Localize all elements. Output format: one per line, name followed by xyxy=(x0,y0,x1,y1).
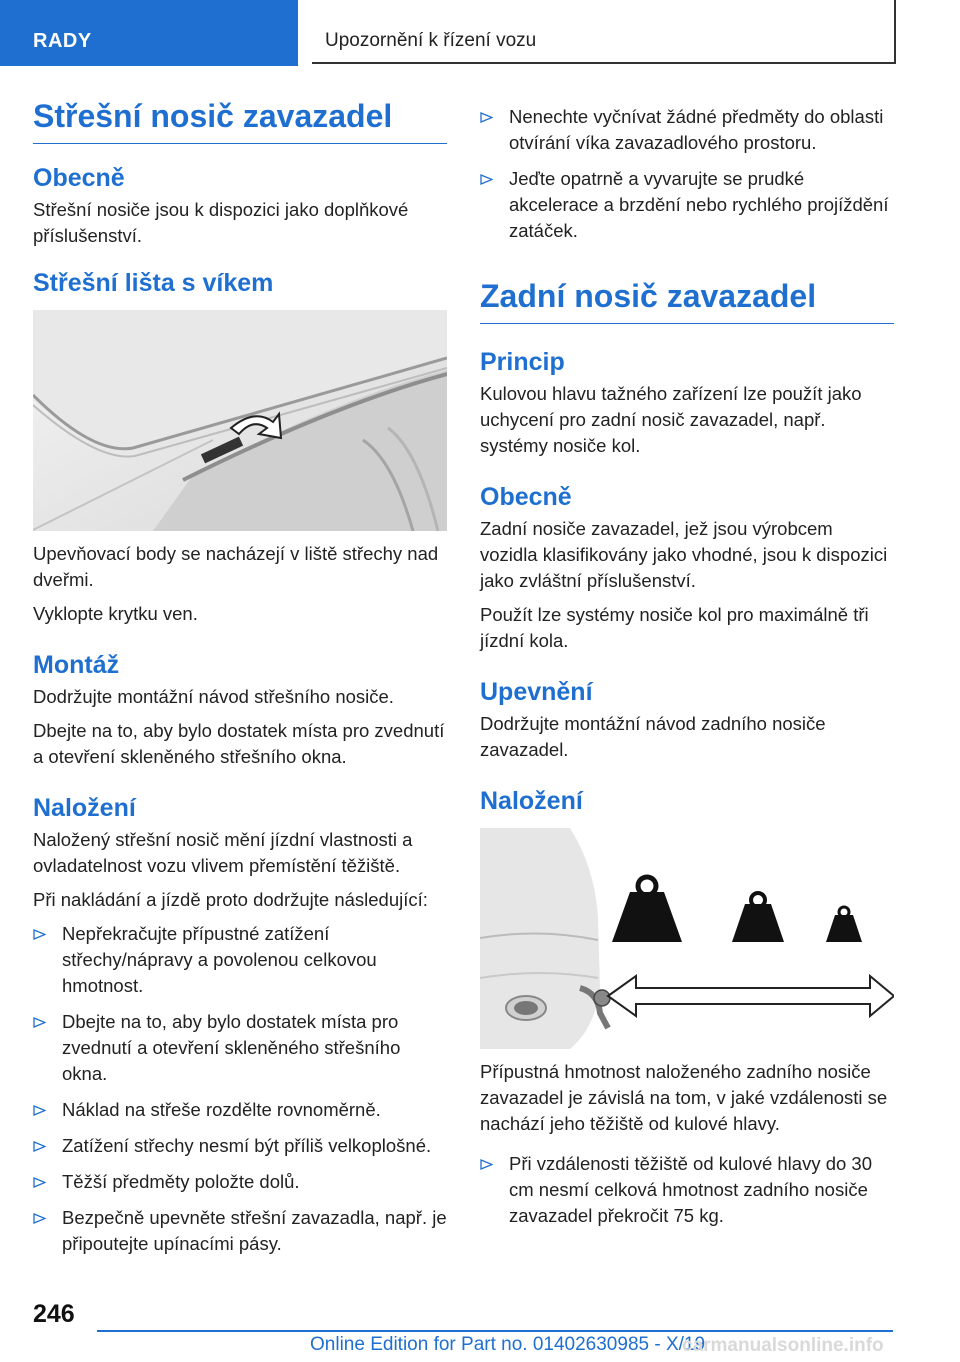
list-item xyxy=(33,1009,447,1087)
triangle-right-outline-icon xyxy=(480,112,493,123)
list-item-text: Při vzdálenosti těžiště od kulové hlavy do 30 cm nesmí celková hmotnost zadního nosiče zavazadel překročit 75 kg. xyxy=(509,1153,873,1226)
list-item xyxy=(33,1169,447,1195)
loading-bullet-list xyxy=(33,921,447,1257)
principle-text: Kulovou hlavu tažného zařízení lze použít jako uchycení pro zadní nosič zavazadel, např. systémy nosiče kol. xyxy=(480,383,862,456)
roof-rail-heading: Střešní lišta s víkem xyxy=(33,269,274,297)
rear-rack-title: Zadní nosič zavazadel xyxy=(480,278,894,324)
tow-hitch-illustration xyxy=(480,828,894,1049)
list-item xyxy=(33,1205,447,1257)
chapter-tab xyxy=(0,0,298,66)
left-column xyxy=(33,98,447,1257)
general-heading-rear: Obecně xyxy=(480,483,572,511)
continued-bullet-list xyxy=(480,104,894,244)
right-column xyxy=(480,104,894,1229)
triangle-right-outline-icon xyxy=(33,1141,46,1152)
list-item xyxy=(480,1151,894,1229)
page-number: 246 xyxy=(33,1300,75,1328)
triangle-right-outline-icon xyxy=(33,1177,46,1188)
roof-rail-image xyxy=(33,310,447,531)
section-header xyxy=(312,0,896,64)
triangle-right-outline-icon xyxy=(33,929,46,940)
list-item-text: Náklad na střeše rozdělte rovnoměrně. xyxy=(62,1099,381,1120)
rear-loading-bullet-list xyxy=(480,1151,894,1229)
triangle-right-outline-icon xyxy=(33,1017,46,1028)
rear-loading-text: Přípustná hmotnost naloženého zadního nosiče zavazadel je závislá na tom, v jaké vzdálenosti se nachází jeho těžiště od kulové hlavy. xyxy=(480,1061,888,1134)
general-text-rear-1: Zadní nosiče zavazadel, jež jsou výrobcem vozidla klasifikovány jako vhodné, jsou k dispozici jako zvláštní příslušenství. xyxy=(480,518,888,591)
mounting-heading: Montáž xyxy=(33,651,120,679)
triangle-right-outline-icon xyxy=(480,1159,493,1170)
triangle-right-outline-icon xyxy=(33,1105,46,1116)
list-item xyxy=(33,1133,447,1159)
list-item xyxy=(33,921,447,999)
roof-rail-illustration xyxy=(33,310,447,531)
loading-text-1: Naložený střešní nosič mění jízdní vlastnosti a ovladatelnost vozu vlivem přemístění těžiště. xyxy=(33,829,413,876)
list-item-text: Zatížení střechy nesmí být příliš velkoplošné. xyxy=(62,1135,432,1156)
list-item-text: Nenechte vyčnívat žádné předměty do oblasti otvírání víka zavazadlového prostoru. xyxy=(509,106,884,153)
edition-text: Online Edition for Part no. 01402630985 - X/19 xyxy=(310,1334,706,1355)
triangle-right-outline-icon xyxy=(480,174,493,185)
tow-hitch-weights-image xyxy=(480,828,894,1049)
list-item xyxy=(480,166,894,244)
footer-divider xyxy=(97,1330,893,1332)
list-item-text: Bezpečně upevněte střešní zavazadla, např. je připoutejte upínacími pásy. xyxy=(62,1207,447,1254)
list-item xyxy=(33,1097,447,1123)
general-heading: Obecně xyxy=(33,164,125,192)
fixing-text: Dodržujte montážní návod zadního nosiče zavazadel. xyxy=(480,713,826,760)
mounting-text-2: Dbejte na to, aby bylo dostatek místa pro zvednutí a otevření skleněného střešního okna. xyxy=(33,720,445,767)
mounting-text-1: Dodržujte montážní návod střešního nosiče. xyxy=(33,686,394,707)
list-item-text: Jeďte opatrně a vyvarujte se prudké akcelerace a brzdění nebo rychlého projíždění zatáček. xyxy=(509,168,889,241)
general-text: Střešní nosiče jsou k dispozici jako doplňkové příslušenství. xyxy=(33,199,409,246)
list-item-text: Dbejte na to, aby bylo dostatek místa pro zvednutí a otevření skleněného střešního okna. xyxy=(62,1011,401,1084)
loading-text-2: Při nakládání a jízdě proto dodržujte následující: xyxy=(33,889,428,910)
chapter-tab-label: RADY xyxy=(33,30,92,52)
rail-text-1: Upevňovací body se nacházejí v liště střechy nad dveřmi. xyxy=(33,543,439,590)
section-title: Upozornění k řízení vozu xyxy=(325,30,537,51)
list-item-text: Těžší předměty položte dolů. xyxy=(62,1171,300,1192)
triangle-right-outline-icon xyxy=(33,1213,46,1224)
watermark: carmanualsonline.info xyxy=(682,1335,884,1356)
list-item-text: Nepřekračujte přípustné zatížení střechy/nápravy a povolenou celkovou hmotnost. xyxy=(62,923,377,996)
rail-text-2: Vyklopte krytku ven. xyxy=(33,603,198,624)
list-item xyxy=(480,104,894,156)
general-text-rear-2: Použít lze systémy nosiče kol pro maximálně tři jízdní kola. xyxy=(480,604,869,651)
fixing-heading: Upevnění xyxy=(480,678,593,706)
principle-heading: Princip xyxy=(480,348,565,376)
loading-heading: Naložení xyxy=(33,794,136,822)
roof-rack-title: Střešní nosič zavazadel xyxy=(33,98,447,144)
rear-loading-heading: Naložení xyxy=(480,787,583,815)
